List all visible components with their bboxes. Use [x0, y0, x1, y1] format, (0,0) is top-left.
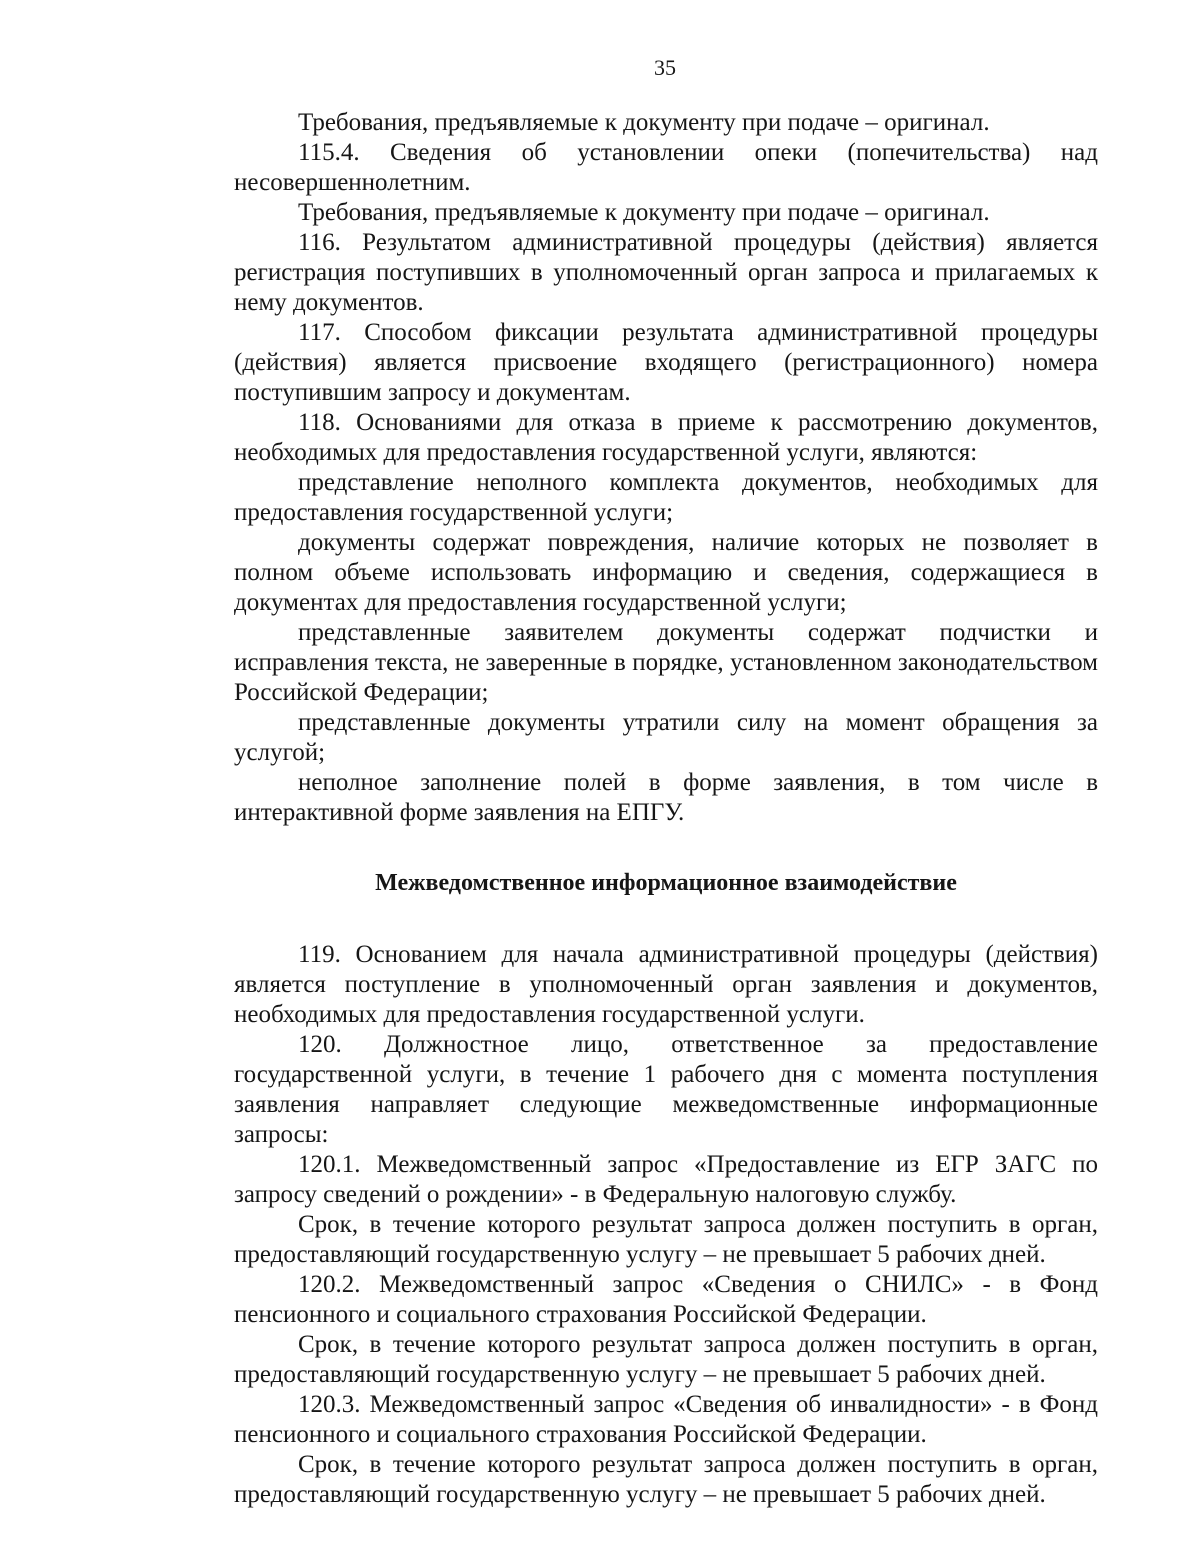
paragraph: документы содержат повреждения, наличие которых не позволяет в полном объеме использовать информацию и сведения, содержащиеся в документах для предоставления государственной услуги;	[234, 529, 1098, 616]
paragraph: 120. Должностное лицо, ответственное за предоставление государственной услуги, в течение 1 рабочего дня с момента поступления заявления направляет следующие межведомственные информационные запросы:	[234, 1031, 1098, 1148]
paragraph: Срок, в течение которого результат запроса должен поступить в орган, предоставляющий государственную услугу – не превышает 5 рабочих дней.	[234, 1451, 1098, 1508]
paragraph: 117. Способом фиксации результата административной процедуры (действия) является присвоение входящего (регистрационного) номера поступившим запросу и документам.	[234, 319, 1098, 406]
paragraph: Срок, в течение которого результат запроса должен поступить в орган, предоставляющий государственную услугу – не превышает 5 рабочих дней.	[234, 1331, 1098, 1388]
paragraph: Срок, в течение которого результат запроса должен поступить в орган, предоставляющий государственную услугу – не превышает 5 рабочих дней.	[234, 1211, 1098, 1268]
section-heading: Межведомственное информационное взаимодействие	[375, 870, 957, 896]
paragraph: 120.1. Межведомственный запрос «Предоставление из ЕГР ЗАГС по запросу сведений о рождении» - в Федеральную налоговую службу.	[234, 1151, 1098, 1208]
paragraph: представление неполного комплекта документов, необходимых для предоставления государственной услуги;	[234, 469, 1098, 526]
paragraph: представленные документы утратили силу на момент обращения за услугой;	[234, 709, 1098, 766]
paragraph: Требования, предъявляемые к документу при подаче – оригинал.	[298, 199, 990, 226]
paragraph: 120.2. Межведомственный запрос «Сведения о СНИЛС» - в Фонд пенсионного и социального страхования Российской Федерации.	[234, 1271, 1098, 1328]
paragraph: 116. Результатом административной процедуры (действия) является регистрация поступивших в уполномоченный орган запроса и прилагаемых к нему документов.	[234, 229, 1098, 316]
paragraph: представленные заявителем документы содержат подчистки и исправления текста, не заверенные в порядке, установленном законодательством Российской Федерации;	[234, 619, 1098, 706]
paragraph: Требования, предъявляемые к документу при подаче – оригинал.	[298, 109, 990, 136]
paragraph: 118. Основаниями для отказа в приеме к рассмотрению документов, необходимых для предоставления государственной услуги, являются:	[234, 409, 1098, 466]
paragraph: неполное заполнение полей в форме заявления, в том числе в интерактивной форме заявления на ЕПГУ.	[234, 769, 1098, 826]
document-body	[234, 108, 1098, 1510]
paragraph: 115.4. Сведения об установлении опеки (попечительства) над несовершеннолетним.	[234, 139, 1098, 196]
paragraph: 119. Основанием для начала административной процедуры (действия) является поступление в уполномоченный орган заявления и документов, необходимых для предоставления государственной услуги.	[234, 941, 1098, 1028]
page-number: 35	[654, 55, 676, 80]
paragraph: 120.3. Межведомственный запрос «Сведения об инвалидности» - в Фонд пенсионного и социального страхования Российской Федерации.	[234, 1391, 1098, 1448]
